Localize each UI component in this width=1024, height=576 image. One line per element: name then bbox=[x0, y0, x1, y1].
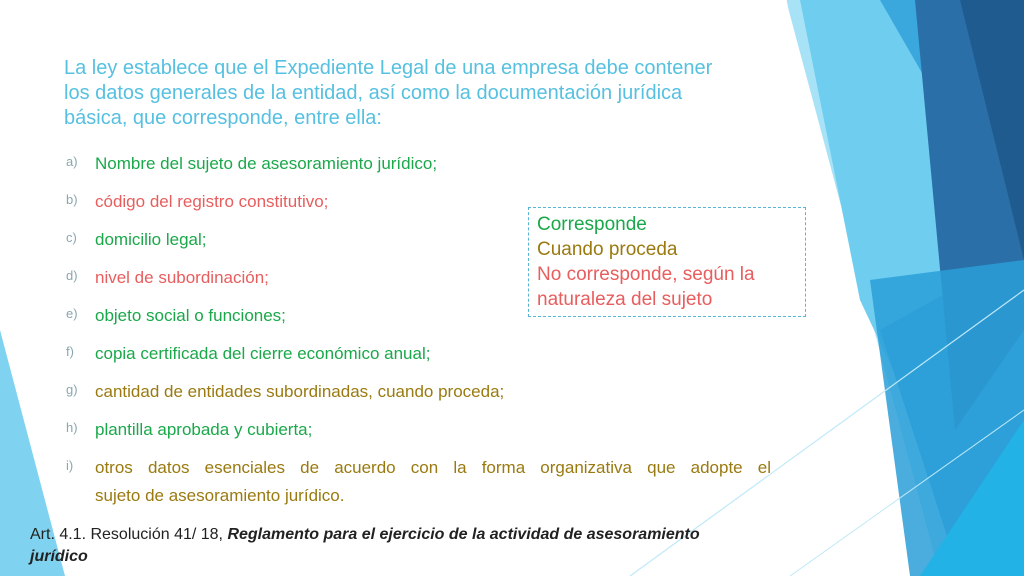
legend-no-corresponde-continued: naturaleza del sujeto bbox=[537, 289, 713, 310]
intro-line: La ley establece que el Expediente Legal de una empresa debe contener bbox=[64, 57, 713, 79]
intro-line: los datos generales de la entidad, así como la documentación jurídica bbox=[64, 82, 683, 104]
list-item-text-line: sujeto de asesoramiento jurídico. bbox=[95, 486, 345, 505]
intro-line: básica, que corresponde, entre ella: bbox=[64, 107, 382, 129]
citation-title: Reglamento para el ejercicio de la actividad de asesoramiento bbox=[227, 526, 700, 543]
citation-prefix: Art. 4.1. Resolución 41/ 18, bbox=[30, 526, 228, 543]
list-item-text: cantidad de entidades subordinadas, cuando proceda; bbox=[95, 382, 505, 401]
list-marker: f) bbox=[66, 344, 74, 359]
list-item-text: domicilio legal; bbox=[95, 230, 207, 249]
list-item-text: plantilla aprobada y cubierta; bbox=[95, 420, 313, 439]
list-marker: h) bbox=[66, 420, 78, 435]
list-item-text: código del registro constitutivo; bbox=[95, 192, 329, 211]
list-marker: c) bbox=[66, 230, 77, 245]
list-marker: e) bbox=[66, 306, 78, 321]
list-marker: a) bbox=[66, 154, 78, 169]
legend-no-corresponde: No corresponde, según la bbox=[537, 264, 755, 285]
list-marker: b) bbox=[66, 192, 78, 207]
legend-cuando-proceda: Cuando proceda bbox=[537, 239, 678, 260]
list-item-text bbox=[95, 454, 771, 510]
list-marker: d) bbox=[66, 268, 78, 283]
source-citation bbox=[30, 524, 890, 568]
list-item-text: nivel de subordinación; bbox=[95, 268, 269, 287]
list-item-text-line: otros datos esenciales de acuerdo con la forma organizativa que adopte el bbox=[95, 458, 771, 477]
list-item-text: objeto social o funciones; bbox=[95, 306, 286, 325]
legend-corresponde: Corresponde bbox=[537, 214, 647, 235]
citation-title-continued: jurídico bbox=[30, 548, 88, 565]
list-marker: g) bbox=[66, 382, 78, 397]
list-marker: i) bbox=[66, 458, 74, 473]
intro-paragraph bbox=[64, 56, 784, 131]
color-legend-box bbox=[528, 207, 806, 317]
list-item-text: Nombre del sujeto de asesoramiento jurídico; bbox=[95, 154, 438, 173]
list-item-text: copia certificada del cierre económico anual; bbox=[95, 344, 431, 363]
